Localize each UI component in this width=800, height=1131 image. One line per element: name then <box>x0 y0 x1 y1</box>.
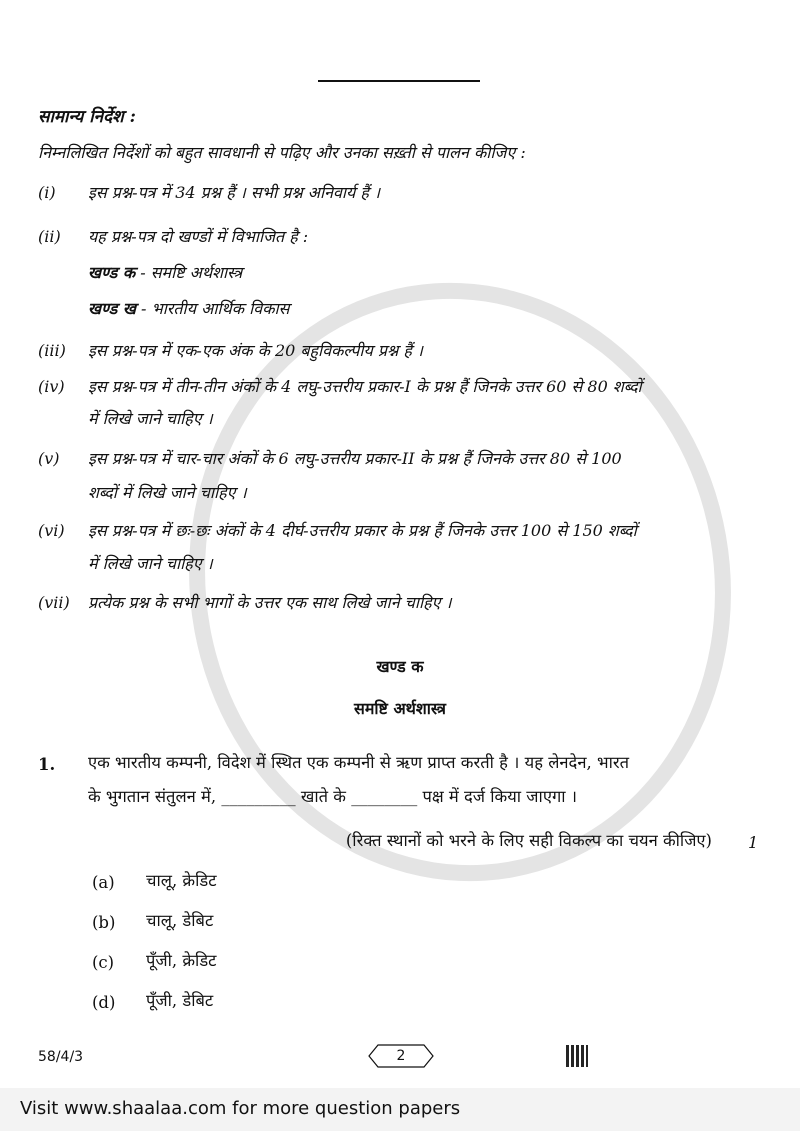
instruction-label: (vi) <box>38 521 65 540</box>
paper-code: 58/4/3 <box>38 1049 84 1065</box>
separator: - <box>135 299 152 318</box>
instruction-text: शब्दों में लिखे जाने चाहिए । <box>88 483 247 502</box>
instruction-label: (ii) <box>38 227 61 246</box>
question-marks: 1 <box>748 833 759 852</box>
option-text: पूँजी, डेबिट <box>146 991 214 1010</box>
question-text: के भुगतान संतुलन में, _________ खाते के ________ पक्ष में दर्ज किया जाएगा । <box>88 787 578 806</box>
option-label: (c) <box>92 953 115 972</box>
question-text: एक भारतीय कम्पनी, विदेश में स्थित एक कम्पनी से ऋण प्राप्त करती है । यह लेनदेन, भारत <box>88 753 629 772</box>
page-number: 2 <box>396 1048 406 1064</box>
option-label: (b) <box>92 913 116 932</box>
instruction-text: इस प्रश्न-पत्र में 34 प्रश्न हैं । सभी प्रश्न अनिवार्य हैं । <box>88 183 381 202</box>
instruction-text: में लिखे जाने चाहिए । <box>88 554 213 573</box>
section-heading: खण्ड क <box>376 657 424 676</box>
section-name: खण्ड क <box>88 263 136 282</box>
instruction-label: (v) <box>38 449 60 468</box>
instruction-label: (i) <box>38 183 56 202</box>
instruction-label: (iii) <box>38 341 66 360</box>
intro-text: निम्नलिखित निर्देशों को बहुत सावधानी से पढ़िए और उनका सख़्ती से पालन कीजिए : <box>38 143 526 162</box>
section-a-line <box>88 262 242 284</box>
instruction-label: (iv) <box>38 377 65 396</box>
instruction-text: इस प्रश्न-पत्र में एक-एक अंक के 20 बहुविकल्पीय प्रश्न हैं । <box>88 341 423 360</box>
section-title: भारतीय आर्थिक विकास <box>151 299 290 318</box>
qr-code-icon <box>566 1045 588 1067</box>
instruction-text: इस प्रश्न-पत्र में छः-छः अंकों के 4 दीर्घ-उत्तरीय प्रकार के प्रश्न हैं जिनके उत्तर 100 से 150 शब्दों <box>88 521 637 540</box>
general-instructions-heading: सामान्य निर्देश : <box>38 107 136 127</box>
separator: - <box>135 263 151 282</box>
section-subheading: समष्टि अर्थशास्त्र <box>354 699 446 718</box>
top-rule <box>318 80 480 82</box>
instruction-text: यह प्रश्न-पत्र दो खण्डों में विभाजित है : <box>88 227 309 246</box>
instruction-label: (vii) <box>38 593 70 612</box>
section-title: समष्टि अर्थशास्त्र <box>150 263 243 282</box>
question-instruction: (रिक्त स्थानों को भरने के लिए सही विकल्प का चयन कीजिए) <box>345 831 712 850</box>
promo-banner <box>0 1088 800 1131</box>
promo-link[interactable]: Visit www.shaalaa.com for more question papers <box>20 1098 461 1119</box>
question-number: 1. <box>38 755 56 774</box>
section-b-line <box>88 298 289 320</box>
instruction-text: इस प्रश्न-पत्र में तीन-तीन अंकों के 4 लघु-उत्तरीय प्रकार-I के प्रश्न हैं जिनके उत्तर 60 से 80 शब्दों <box>88 377 642 396</box>
option-text: चालू, डेबिट <box>146 911 214 930</box>
option-text: पूँजी, क्रेडिट <box>146 951 217 970</box>
instruction-text: इस प्रश्न-पत्र में चार-चार अंकों के 6 लघु-उत्तरीय प्रकार-II के प्रश्न हैं जिनके उत्तर 80 से 100 <box>88 449 622 468</box>
instruction-text: प्रत्येक प्रश्न के सभी भागों के उत्तर एक साथ लिखे जाने चाहिए । <box>88 593 452 612</box>
option-label: (d) <box>92 993 116 1012</box>
option-label: (a) <box>92 873 115 892</box>
option-text: चालू, क्रेडिट <box>146 871 217 890</box>
instruction-text: में लिखे जाने चाहिए । <box>88 409 213 428</box>
section-name: खण्ड ख <box>88 299 136 318</box>
